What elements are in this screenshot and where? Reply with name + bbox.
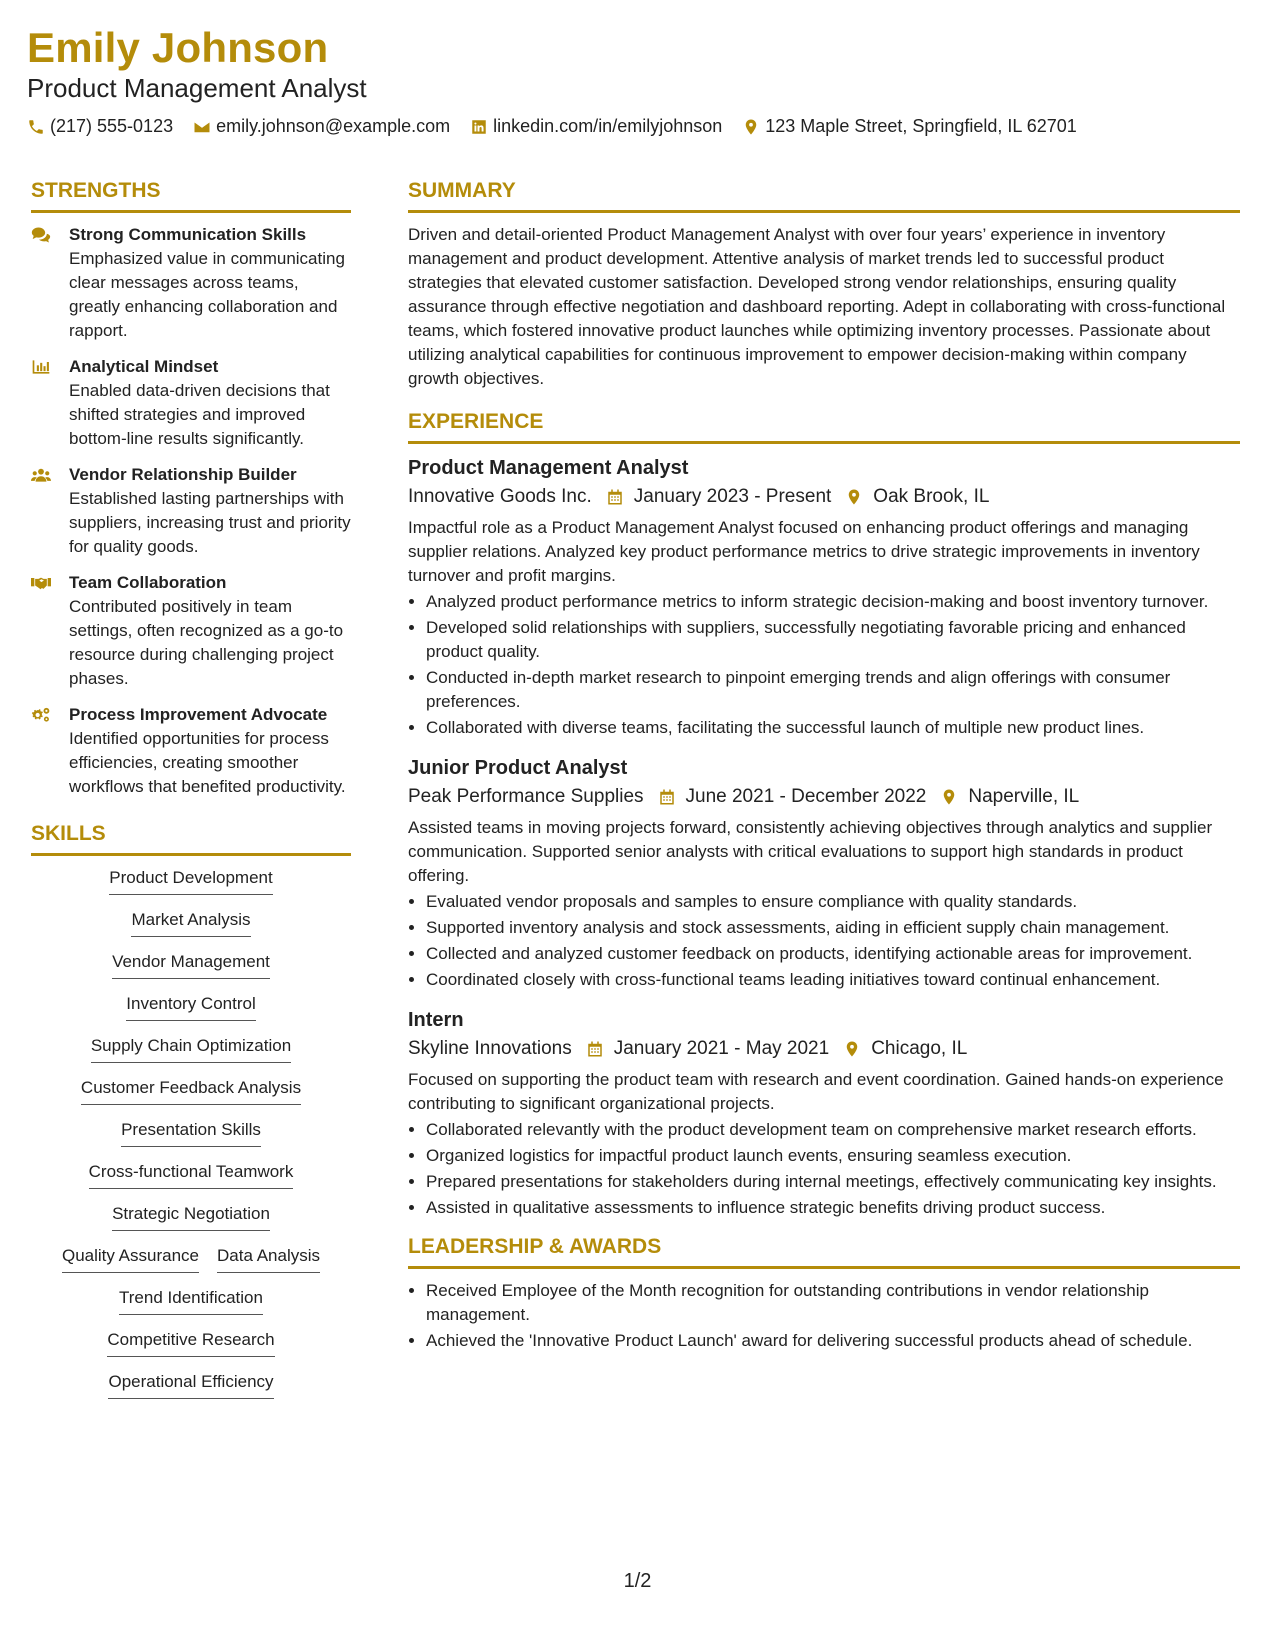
- strength-desc: Enabled data-driven decisions that shifted strategies and improved bottom-line results significantly.: [69, 381, 330, 448]
- map-pin-icon: [845, 488, 863, 506]
- map-pin-icon: [940, 788, 958, 806]
- job-bullets: [408, 1118, 1240, 1220]
- job-description: Impactful role as a Product Management Analyst focused on enhancing product offerings and managing supplier relations. Analyzed key product performance metrics to drive strategic improvements in inventory turnover and profit margins.: [408, 518, 1200, 585]
- bullet-item: • Collaborated with diverse teams, facilitating the successful launch of multiple new product lines.: [426, 716, 1240, 740]
- bullet-item: • Coordinated closely with cross-functional teams leading initiatives toward continual enhancement.: [426, 968, 1240, 992]
- job-description: Assisted teams in moving projects forward, consistently achieving objectives through analytics and supplier communication. Supported senior analysts with critical evaluations to support high standards in product offering.: [408, 818, 1213, 885]
- envelope-icon: [193, 118, 211, 136]
- awards-list: [408, 1279, 1240, 1353]
- job-bullets: [408, 590, 1240, 740]
- skills-heading: SKILLS: [31, 821, 351, 856]
- experience-heading: EXPERIENCE: [408, 409, 1240, 444]
- contact-linkedin[interactable]: [470, 116, 722, 137]
- strength-desc: Identified opportunities for process efficiencies, creating smoother workflows that benefited productivity.: [69, 729, 346, 796]
- job-description: Focused on supporting the product team with research and event coordination. Gained hands-on experience contributing to significant organizational projects.: [408, 1070, 1224, 1113]
- contact-bar: [27, 116, 1247, 137]
- strength-desc: Contributed positively in team settings, often recognized as a go-to resource during challenging project phases.: [69, 597, 344, 688]
- job-entry: [408, 754, 1240, 992]
- strength-item: [31, 571, 351, 691]
- map-pin-icon: [742, 118, 760, 136]
- calendar-icon: [586, 1040, 604, 1058]
- skill-tag: Competitive Research: [107, 1328, 274, 1357]
- skill-tag: Market Analysis: [131, 908, 250, 937]
- calendar-icon: [658, 788, 676, 806]
- strength-title: Strong Communication Skills: [69, 225, 307, 244]
- strength-item: [31, 223, 351, 343]
- strength-title: Vendor Relationship Builder: [69, 465, 297, 484]
- skill-tag: Quality Assurance: [62, 1244, 199, 1273]
- skill-tag: Supply Chain Optimization: [91, 1034, 291, 1063]
- users-icon: [31, 466, 51, 484]
- award-item: • Received Employee of the Month recognition for outstanding contributions in vendor relationship management.: [426, 1279, 1240, 1327]
- job-meta: [408, 1034, 1240, 1064]
- linkedin-text: linkedin.com/in/emilyjohnson: [493, 116, 723, 136]
- phone-text: (217) 555-0123: [50, 116, 174, 136]
- address-text: 123 Maple Street, Springfield, IL 62701: [765, 116, 1077, 136]
- bullet-item: • Collaborated relevantly with the product development team on comprehensive market research efforts.: [426, 1118, 1240, 1142]
- contact-email[interactable]: [193, 116, 450, 137]
- strength-item: [31, 355, 351, 451]
- strength-title: Team Collaboration: [69, 573, 227, 592]
- job-dates: June 2021 - December 2022: [685, 786, 927, 807]
- bullet-item: • Supported inventory analysis and stock assessments, aiding in efficient supply chain management.: [426, 916, 1240, 940]
- strength-desc: Established lasting partnerships with suppliers, increasing trust and priority for quality goods.: [69, 489, 351, 556]
- job-location: Chicago, IL: [871, 1038, 968, 1059]
- skill-tag: Operational Efficiency: [108, 1370, 273, 1399]
- summary-text: Driven and detail-oriented Product Management Analyst with over four years’ experience in inventory management and product development. Attentive analysis of market trends led to successful product strategies that elevated customer satisfaction. Developed strong vendor relationships, ensuring quality assurance through effective negotiation and dashboard reporting. Adept in collaborating with cross-functional teams, which fostered innovative product launches while optimizing inventory processes. Passionate about utilizing analytical capabilities for continuous improvement to empower decision-making within company growth objectives.: [408, 225, 1226, 388]
- job-entry: [408, 454, 1240, 740]
- skill-tag: Cross-functional Teamwork: [89, 1160, 294, 1189]
- strength-item: [31, 703, 351, 799]
- phone-icon: [27, 118, 45, 136]
- linkedin-icon: [470, 118, 488, 136]
- skill-tag: Product Development: [109, 866, 272, 895]
- job-company: Skyline Innovations: [408, 1038, 572, 1059]
- strength-item: [31, 463, 351, 559]
- bullet-item: • Conducted in-depth market research to pinpoint emerging trends and align offerings with consumer preferences.: [426, 666, 1240, 714]
- job-location: Oak Brook, IL: [873, 486, 990, 507]
- candidate-name: Emily Johnson: [27, 24, 329, 71]
- job-bullets: [408, 890, 1240, 992]
- job-title: Intern: [408, 1009, 464, 1031]
- skill-tag: Vendor Management: [112, 950, 270, 979]
- chart-icon: [31, 358, 51, 376]
- strengths-heading: STRENGTHS: [31, 178, 351, 213]
- skill-tag: Customer Feedback Analysis: [81, 1076, 301, 1105]
- skills-list: [31, 866, 351, 1399]
- email-text: emily.johnson@example.com: [216, 116, 451, 136]
- strength-title: Analytical Mindset: [69, 357, 219, 376]
- job-meta: [408, 482, 1240, 512]
- job-meta: [408, 782, 1240, 812]
- contact-address: [742, 116, 1077, 137]
- calendar-icon: [606, 488, 624, 506]
- candidate-title: Product Management Analyst: [27, 73, 367, 103]
- bullet-item: • Evaluated vendor proposals and samples to ensure compliance with quality standards.: [426, 890, 1240, 914]
- award-item: • Achieved the 'Innovative Product Launch' award for delivering successful products ahead of schedule.: [426, 1329, 1240, 1353]
- job-entry: [408, 1006, 1240, 1220]
- job-company: Innovative Goods Inc.: [408, 486, 592, 507]
- bullet-item: • Prepared presentations for stakeholders during internal meetings, effectively communicating key insights.: [426, 1170, 1240, 1194]
- skill-tag: Presentation Skills: [121, 1118, 261, 1147]
- job-company: Peak Performance Supplies: [408, 786, 644, 807]
- awards-heading: LEADERSHIP & AWARDS: [408, 1234, 1240, 1269]
- left-column: [31, 178, 351, 1399]
- resume-header: [27, 22, 1247, 137]
- skill-tag: Strategic Negotiation: [112, 1202, 270, 1231]
- strength-title: Process Improvement Advocate: [69, 705, 328, 724]
- skill-tag: Trend Identification: [119, 1286, 263, 1315]
- right-column: [408, 178, 1240, 1355]
- bullet-item: • Analyzed product performance metrics to inform strategic decision-making and boost inventory turnover.: [426, 590, 1240, 614]
- skill-tag: Data Analysis: [217, 1244, 320, 1273]
- summary-heading: SUMMARY: [408, 178, 1240, 213]
- bullet-item: • Assisted in qualitative assessments to influence strategic benefits driving product success.: [426, 1196, 1240, 1220]
- job-dates: January 2023 - Present: [633, 486, 832, 507]
- map-pin-icon: [843, 1040, 861, 1058]
- job-dates: January 2021 - May 2021: [613, 1038, 830, 1059]
- handshake-icon: [31, 574, 51, 592]
- job-location: Naperville, IL: [968, 786, 1080, 807]
- page-number: 1/2: [623, 1570, 652, 1592]
- job-title: Product Management Analyst: [408, 457, 689, 479]
- bullet-item: • Organized logistics for impactful product launch events, ensuring seamless execution.: [426, 1144, 1240, 1168]
- job-title: Junior Product Analyst: [408, 757, 628, 779]
- strength-desc: Emphasized value in communicating clear messages across teams, greatly enhancing collaboration and rapport.: [69, 249, 345, 340]
- contact-phone[interactable]: [27, 116, 173, 137]
- skill-tag: Inventory Control: [126, 992, 255, 1021]
- bullet-item: • Collected and analyzed customer feedback on products, identifying actionable areas for improvement.: [426, 942, 1240, 966]
- gears-icon: [31, 706, 51, 724]
- bullet-item: • Developed solid relationships with suppliers, successfully negotiating favorable pricing and enhanced product quality.: [426, 616, 1240, 664]
- comments-icon: [31, 226, 51, 244]
